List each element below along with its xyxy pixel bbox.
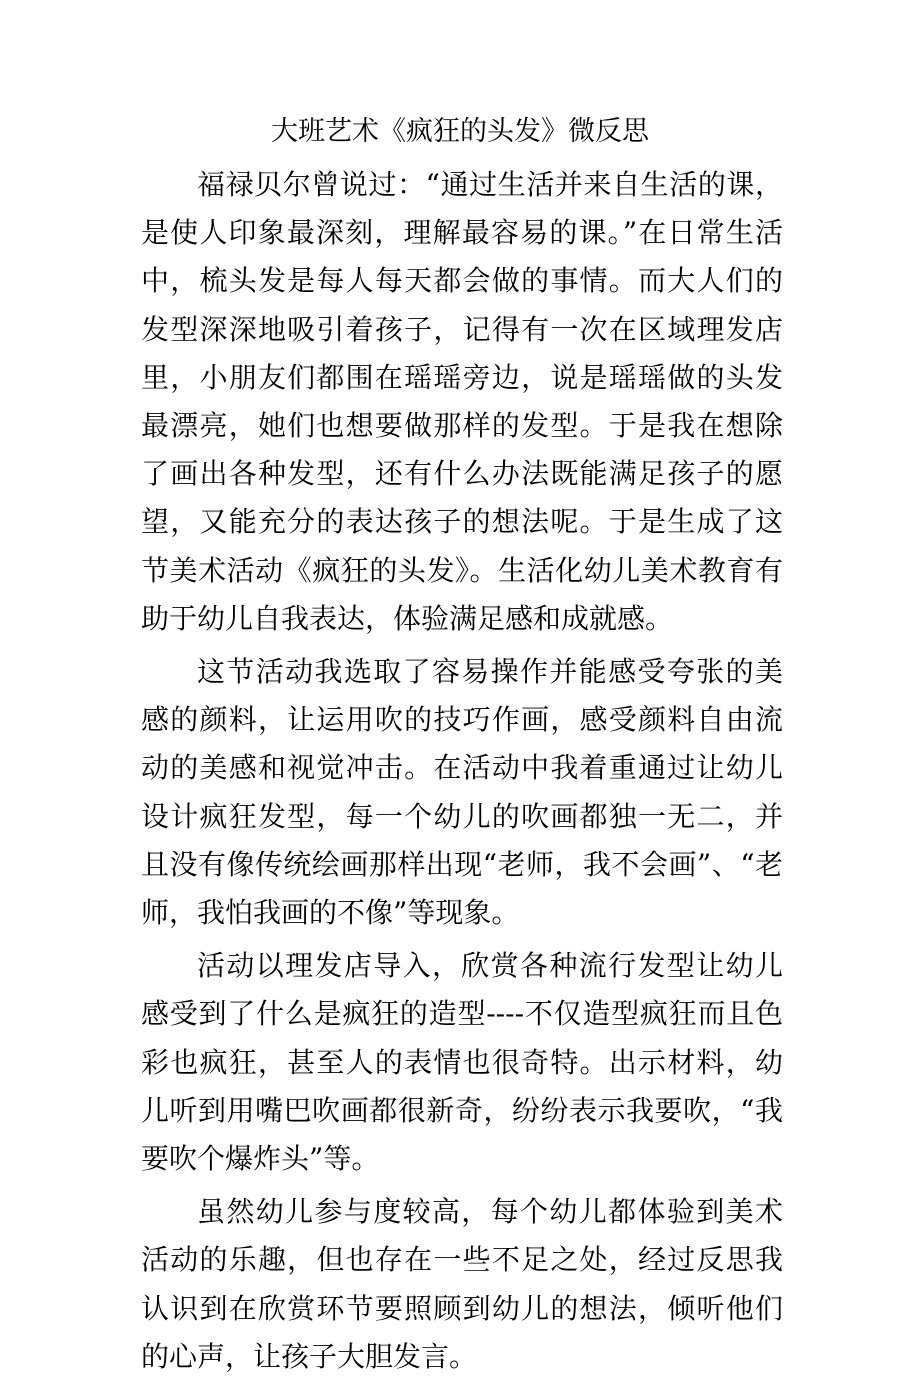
paragraph-1: 福禄贝尔曾说过：“通过生活并来自生活的课，是使人印象最深刻，理解最容易的课。”在日常生活中，梳头发是每人每天都会做的事情。而大人们的发型深深地吸引着孩子，记得有一次在区域理发店里，小朋友们都围在瑶瑶旁边，说是瑶瑶做的头发最漂亮，她们也想要做那样的发型。于是我在想除了画出各种发型，还有什么办法既能满足孩子的愿望，又能充分的表达孩子的想法呢。于是生成了这节美术活动《疯狂的头发》。生活化幼儿美术教育有助于幼儿自我表达，体验满足感和成就感。	[141, 168, 783, 635]
document-title: 大班艺术《疯狂的头发》微反思	[271, 116, 649, 147]
document-body	[141, 161, 783, 1381]
paragraph-2: 这节活动我选取了容易操作并能感受夸张的美感的颜料，让运用吹的技巧作画，感受颜料自由流动的美感和视觉冲击。在活动中我着重通过让幼儿设计疯狂发型，每一个幼儿的吹画都独一无二，并且没有像传统绘画那样出现“老师，我不会画”、“老师，我怕我画的不像”等现象。	[141, 655, 783, 930]
paragraph-4: 虽然幼儿参与度较高，每个幼儿都体验到美术活动的乐趣，但也存在一些不足之处，经过反思我认识到在欣赏环节要照顾到幼儿的想法，倾听他们的心声，让孩子大胆发言。	[141, 1195, 783, 1373]
paragraph-3: 活动以理发店导入，欣赏各种流行发型让幼儿感受到了什么是疯狂的造型----不仅造型疯狂而且色彩也疯狂，甚至人的表情也很奇特。出示材料，幼儿听到用嘴巴吹画都很新奇，纷纷表示我要吹，“我要吹个爆炸头”等。	[141, 949, 783, 1176]
